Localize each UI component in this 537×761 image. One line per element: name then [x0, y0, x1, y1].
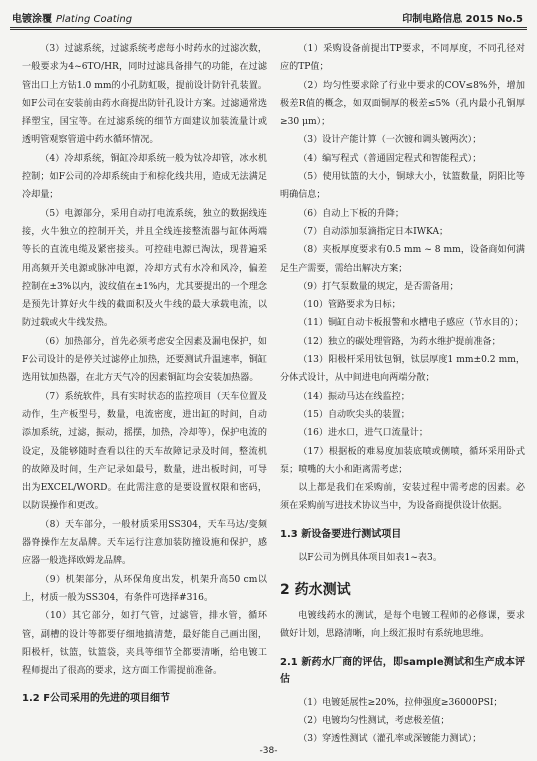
paragraph: （3）过滤系统，过滤系统考虑每小时药水的过滤次数，一般要求为4~6TO/HR，同时过滤具备排气的功能，在过滤管出口上方钻1.0 mm的小孔防虹吸，提前设计防针孔装置。如F公司在安装前由药水商提出防针孔设计方案。过滤通常选择塑宝，国宝等。在过滤系统的细节方面建议加装流量计或透明管观察管道中药水循环情况。	[22, 44, 267, 146]
header-rule-bottom	[10, 29, 527, 30]
list-item: （15）自动吹尖头的装置；	[298, 409, 410, 420]
paragraph: （10）其它部分，如打气管，过滤管，排水管，循环管，副槽的设计等都要仔细地搞清楚，最好能自己画出图，阳极杆，钛篮，钛篮袋，夹具等细节全都要清晰，给电镀工程师提出了很高的要求，这方面工作需提前准备。	[22, 611, 267, 677]
page-number: -38-	[259, 746, 278, 756]
section-heading-1-3: 1.3 新设备要进行测试项目	[280, 528, 402, 540]
list-item: （5）使用钛篮的大小，铜球大小，钛篮数量，阴阳比等明确信息；	[280, 172, 525, 201]
journal-section-en: Plating Coating	[56, 14, 133, 25]
list-item: （13）阳极杆采用钛包铜，钛层厚度1 mm±0.2 mm，分体式设计，从中间进电向两端分散；	[280, 355, 525, 384]
list-item: （3）穿透性测试（灌孔率或深镀能力测试）；	[298, 734, 482, 745]
list-item: （7）自动添加泵滴指定日本IWKA；	[298, 226, 449, 237]
section-heading-2: 2 药水测试	[280, 582, 351, 599]
paragraph: （4）冷却系统，铜缸冷却系统一般为钛冷却管，冰水机控制；如F公司的冷却系统由于和棕化线共用，造成无法满足冷却量；	[22, 153, 267, 201]
paragraph: （6）加热部分，首先必须考虑安全因素及漏电保护，如F公司设计的是停关过滤停止加热，还要测试升温速率，铜缸选用钛加热器，在北方天气冷的因素铜缸均会安装加热器。	[22, 336, 267, 384]
right-column	[280, 40, 525, 749]
list-item: （6）自动上下板的升降；	[298, 208, 405, 219]
section-heading-2-1: 2.1 新药水厂商的评估，即sample测试和生产成本评估	[280, 656, 525, 685]
journal-title-issue: 印制电路信息 2015 No.5	[402, 14, 523, 25]
paragraph: （7）系统软件，具有实时状态的监控项目（天车位置及动作，生产板型号，数量，电流密度，进出缸的时间，自动添加系统，过滤，振动，摇摆，加热，冷却等），保护电流的设定，及能够随时查看以往的天车故障记录及时间，整流机的故障及时间，生产记录如最号，数量，进出板时间，可导出为EXCEL/WORD。在此需注意的是要设置权限和密码，以防误操作和更改。	[22, 391, 267, 512]
list-item: （17）根据板的难易度加装底喷或侧喷，循环采用卧式泵；喷嘴的大小和距离需考虑；	[280, 446, 525, 475]
page-header	[0, 0, 537, 28]
paragraph: 电镀线药水的测试，是每个电镀工程师的必修课，要求做好计划，思路清晰，向上级汇报时有系统地思维。	[280, 611, 525, 640]
paragraph: （8）天车部分，一般材质采用SS304，天车马达/变频器脊操作左友晶牌。天车运行注意加装防撞设施和保护，感应器一般选择欧姆龙品牌。	[22, 519, 267, 567]
paragraph: 以F公司为例具体项目如表1~表3。	[298, 552, 442, 563]
list-item: （9）打气泵数量的规定，是否需备用；	[298, 281, 459, 292]
paragraph: （9）机架部分，从环保角度出发，机架升高50 cm以上，材质一般为SS304，有条件可选择#316。	[22, 574, 267, 603]
journal-section-label	[12, 10, 132, 25]
list-item: （14）振动马达在线监控；	[298, 391, 410, 402]
section-heading-1-2: 1.2 F公司采用的先进的项目细节	[22, 693, 171, 705]
list-item: （4）编写程式（普通固定程式和智能程式）；	[298, 153, 482, 164]
list-item: （1）电镀延展性≥20%，拉伸强度≥36000PSI；	[298, 697, 503, 708]
list-item: （3）设计产能计算（一次镀和调头镀两次）；	[298, 135, 482, 146]
list-item: （12）独立的碳处理管路，为药水维护提前准备；	[298, 336, 501, 347]
left-column	[22, 40, 267, 713]
list-item: （11）铜缸自动卡板报警和水槽电子感应（节水目的）；	[298, 318, 524, 329]
paragraph: （1）采购设备前提出TP要求，不同厚度，不同孔径对应的TP值；	[280, 44, 525, 73]
list-item: （16）进水口，进气口流量计；	[298, 428, 428, 439]
journal-section-cn: 电镀涂覆	[12, 14, 52, 25]
header-rule-top	[10, 27, 527, 28]
paragraph: 以上都是我们在采购前，安装过程中需考虑的因素。必须在采购前写进技术协议当中，为设备商提供设计依据。	[280, 483, 525, 512]
list-item: （8）夹板厚度要求有0.5 mm ~ 8 mm，设备商如何满足生产需要，需给出解决方案；	[280, 245, 525, 274]
paragraph: （2）均匀性要求除了行业中要求的COV≤8%外，增加极差R值的概念，如双面铜厚的极差≤5%（孔内最小孔铜厚≥30 μm）；	[280, 80, 525, 128]
list-item: （10）管路要求为日标；	[298, 300, 401, 311]
paragraph: （5）电源部分，采用自动打电流系统，独立的数据线连接，火牛独立的控制开关，并且全线连接整流器与缸体两端等长的直流电缆及紧密接头。可控硅电源已淘汰，现普遍采用高频开关电源或脉冲电源，冷却方式有水冷和风冷，偏差控制在±3%以内，波纹值在±1%内，尤其要提出的一个理念是预先计算好火牛线的截面积及火牛线的最大承载电流，以防过载或火牛线发热。	[22, 208, 267, 329]
list-item: （2）电镀均匀性测试，考虑极差值；	[298, 715, 450, 726]
